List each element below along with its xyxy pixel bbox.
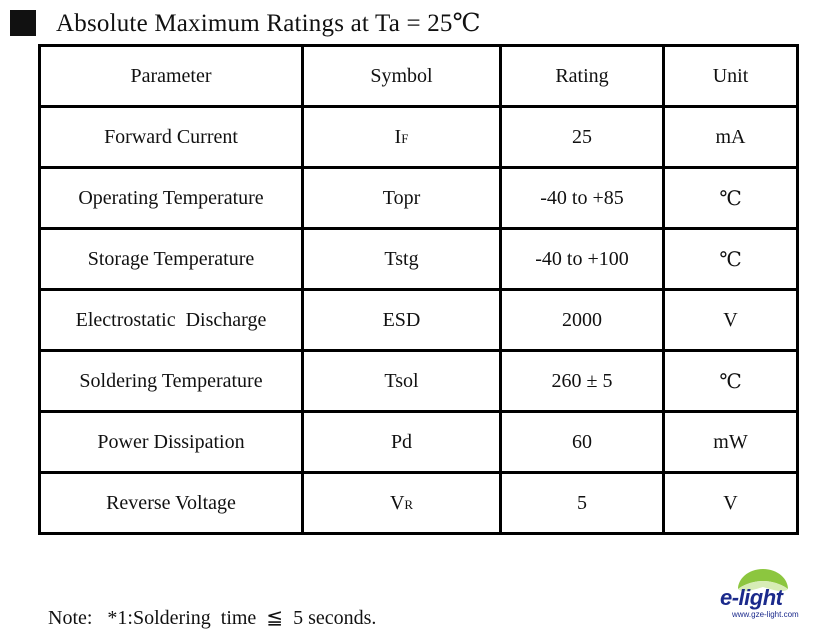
symbol-text: Topr bbox=[382, 186, 421, 209]
symbol-text: ESD bbox=[382, 308, 421, 331]
symbol-text: Tstg bbox=[384, 247, 419, 270]
ratings-table bbox=[38, 44, 799, 535]
symbol-cell bbox=[303, 290, 501, 351]
symbol-cell bbox=[303, 351, 501, 412]
symbol-cell bbox=[303, 412, 501, 473]
symbol-cell bbox=[303, 229, 501, 290]
table-row bbox=[40, 229, 798, 290]
table-row bbox=[40, 107, 798, 168]
rating-cell: -40 to +85 bbox=[501, 168, 664, 229]
parameter-cell: Forward Current bbox=[40, 107, 303, 168]
table-row bbox=[40, 412, 798, 473]
rating-cell: -40 to +100 bbox=[501, 229, 664, 290]
symbol-cell bbox=[303, 168, 501, 229]
unit-cell: mW bbox=[664, 412, 798, 473]
unit-cell: ℃ bbox=[664, 351, 798, 412]
parameter-cell: Electrostatic Discharge bbox=[40, 290, 303, 351]
symbol-text: Tsol bbox=[384, 369, 419, 392]
page-title: Absolute Maximum Ratings at Ta = 25℃ bbox=[56, 10, 481, 37]
unit-cell: ℃ bbox=[664, 229, 798, 290]
parameter-cell: Operating Temperature bbox=[40, 168, 303, 229]
rating-cell: 2000 bbox=[501, 290, 664, 351]
table-row bbox=[40, 168, 798, 229]
symbol-cell bbox=[303, 107, 501, 168]
e-light-logo bbox=[720, 567, 812, 627]
footnote: Note: *1:Soldering time ≦ 5 seconds. bbox=[48, 607, 377, 629]
parameter-cell: Storage Temperature bbox=[40, 229, 303, 290]
table-row bbox=[40, 473, 798, 534]
parameter-cell: Reverse Voltage bbox=[40, 473, 303, 534]
symbol-text: I bbox=[394, 125, 402, 148]
header-unit: Unit bbox=[664, 46, 798, 107]
unit-cell: mA bbox=[664, 107, 798, 168]
title-row bbox=[10, 8, 481, 38]
logo-url: www.gze-light.com bbox=[732, 610, 799, 619]
symbol-subscript: F bbox=[401, 130, 409, 146]
table-header-row bbox=[40, 46, 798, 107]
unit-cell: V bbox=[664, 290, 798, 351]
table-row bbox=[40, 290, 798, 351]
symbol-cell bbox=[303, 473, 501, 534]
parameter-cell: Soldering Temperature bbox=[40, 351, 303, 412]
header-symbol: Symbol bbox=[303, 46, 501, 107]
symbol-text: V bbox=[389, 491, 405, 514]
table-row bbox=[40, 351, 798, 412]
header-rating: Rating bbox=[501, 46, 664, 107]
rating-cell: 25 bbox=[501, 107, 664, 168]
square-bullet-icon bbox=[10, 10, 36, 36]
rating-cell: 60 bbox=[501, 412, 664, 473]
rating-cell: 260 ± 5 bbox=[501, 351, 664, 412]
unit-cell: V bbox=[664, 473, 798, 534]
unit-cell: ℃ bbox=[664, 168, 798, 229]
symbol-subscript: R bbox=[404, 496, 414, 512]
logo-wordmark: e-light bbox=[720, 585, 783, 610]
parameter-cell: Power Dissipation bbox=[40, 412, 303, 473]
rating-cell: 5 bbox=[501, 473, 664, 534]
symbol-text: Pd bbox=[390, 430, 413, 453]
header-parameter: Parameter bbox=[40, 46, 303, 107]
